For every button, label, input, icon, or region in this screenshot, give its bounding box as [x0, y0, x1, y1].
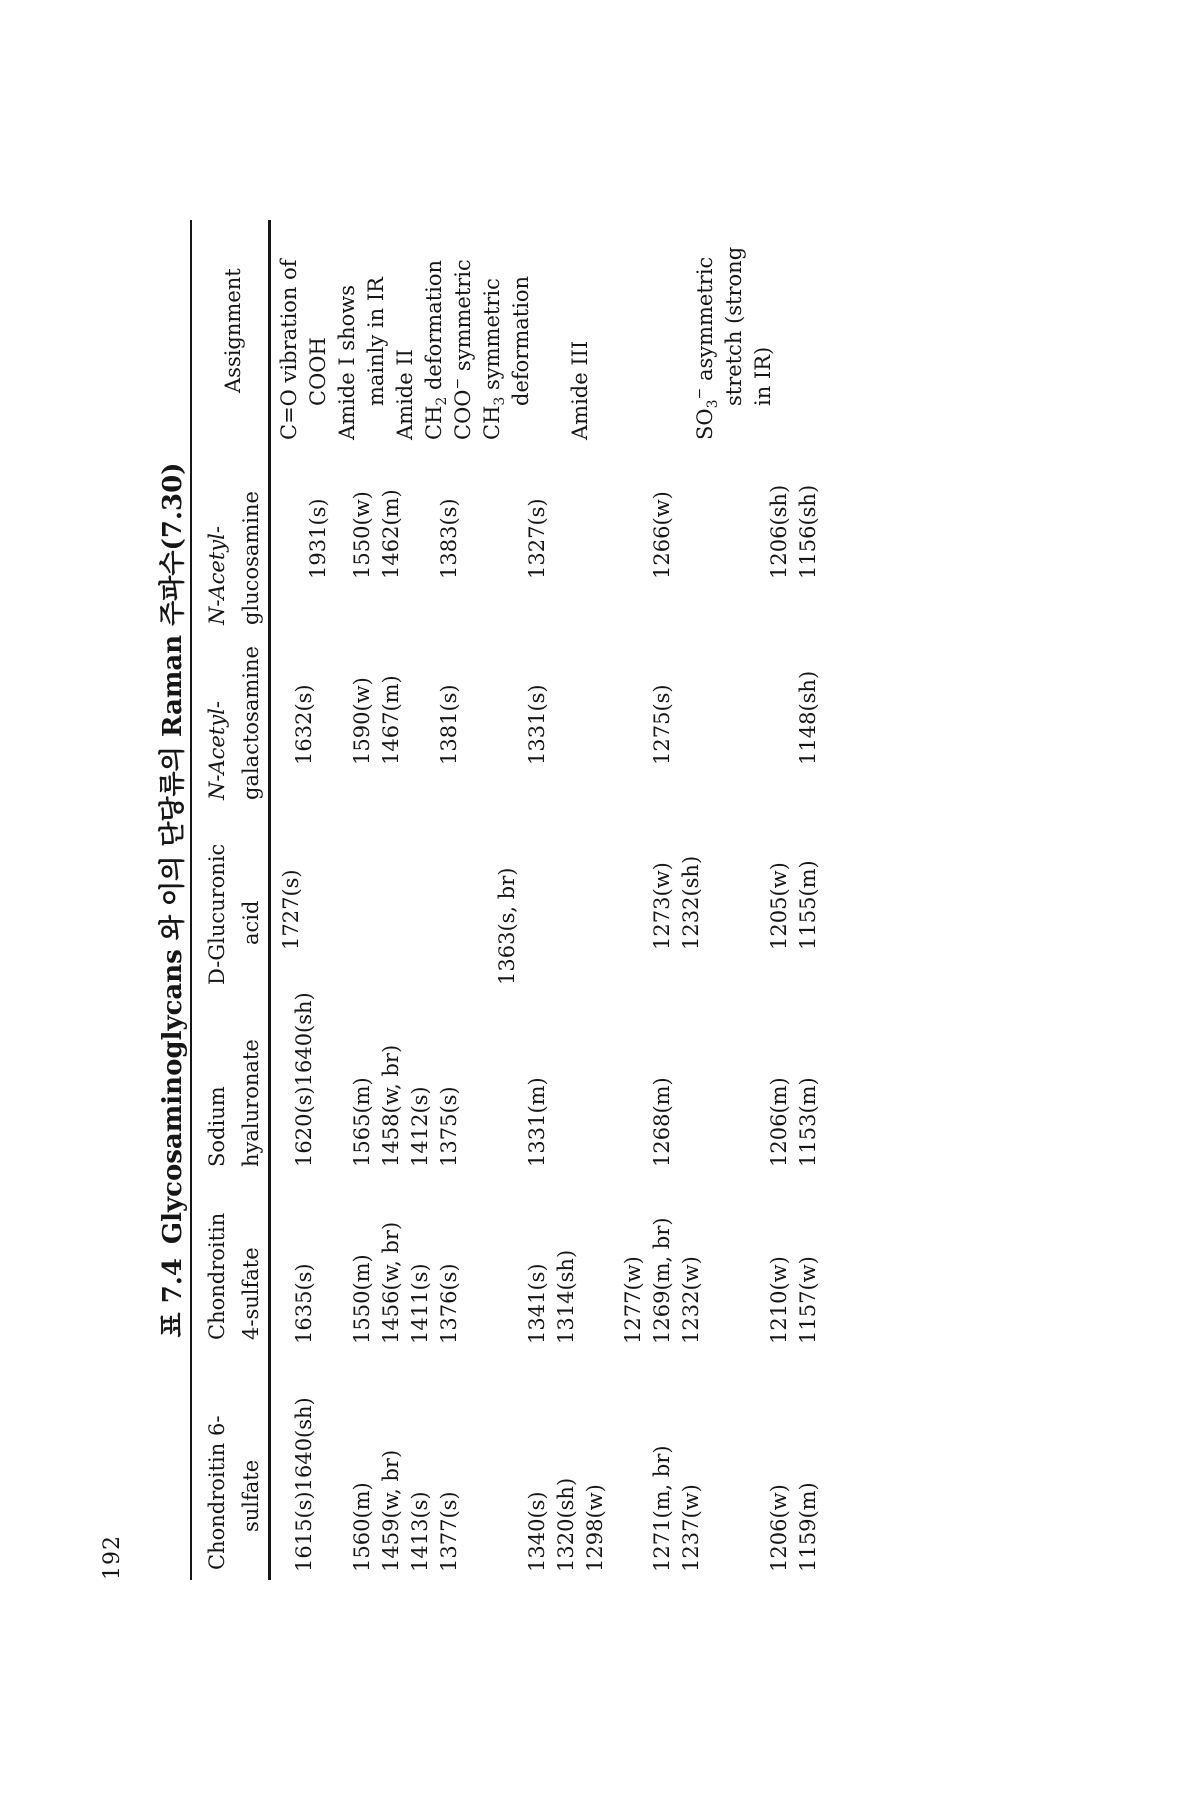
- assignment-cell: C=O vibration of COOH: [277, 259, 330, 440]
- table-cell: 1271(m, br): [650, 1445, 674, 1572]
- table-cell: 1467(m): [379, 675, 403, 765]
- table-cell: 1727(s): [279, 869, 303, 950]
- table-cell: 1298(w): [583, 1484, 607, 1572]
- table-cell: 1931(s): [306, 498, 330, 579]
- header-col3: Sodium hyaluronate: [205, 1039, 263, 1167]
- header-col2: Chondroitin 4-sulfate: [205, 1212, 263, 1340]
- header-assignment: Assignment: [221, 268, 245, 393]
- header-rule: [268, 220, 271, 1580]
- header-col5: N-Acetyl- galactosamine: [205, 646, 263, 800]
- table-cell: 1458(w, br): [379, 1044, 403, 1167]
- table-cell: 1615(s)1640(sh): [292, 1397, 316, 1572]
- header-col1: Chondroitin 6- sulfate: [205, 1415, 263, 1570]
- assignment-cell: Amide III: [568, 340, 592, 440]
- table-cell: 1550(m): [350, 1254, 374, 1344]
- table-caption: [152, 220, 189, 1580]
- table-cell: 1456(w, br): [379, 1221, 403, 1344]
- table-cell: 1331(m): [525, 1077, 549, 1167]
- table-cell: 1275(s): [650, 684, 674, 765]
- table-cell: 1159(m): [796, 1482, 820, 1572]
- table-cell: 1550(w): [350, 491, 374, 579]
- table-cell: 1206(m): [767, 1077, 791, 1167]
- table-cell: 1363(s, br): [495, 867, 519, 985]
- table-cell: 1327(s): [525, 498, 549, 579]
- table-cell: 1341(s): [525, 1263, 549, 1344]
- table-cell: 1381(s): [437, 684, 461, 765]
- assignment-cell: COO− symmetric: [450, 259, 475, 440]
- table-cell: 1590(w): [350, 677, 374, 765]
- table-cell: 1277(w): [621, 1256, 645, 1344]
- table-cell: 1560(m): [350, 1482, 374, 1572]
- table-cell: 1413(s): [408, 1491, 432, 1572]
- rotated-page: [100, 220, 972, 1580]
- table-cell: 1269(m, br): [650, 1217, 674, 1344]
- table-cell: 1320(sh): [554, 1477, 578, 1572]
- table-cell: 1375(s): [437, 1086, 461, 1167]
- table-cell: 1232(sh): [679, 855, 703, 950]
- table-cell: 1383(s): [437, 498, 461, 579]
- table-cell: 1155(m): [796, 860, 820, 950]
- table-cell: 1620(s)1640(sh): [292, 992, 316, 1167]
- table-cell: 1205(w): [767, 862, 791, 950]
- table-cell: 1314(sh): [554, 1249, 578, 1344]
- table-cell: 1462(m): [379, 489, 403, 579]
- page-number: 192: [100, 1535, 125, 1580]
- top-rule: [190, 220, 192, 1580]
- assignment-cell: $CH_3$ symmetric deformation: [480, 275, 533, 440]
- table-cell: 1206(sh): [767, 484, 791, 579]
- header-col6: N-Acetyl- glucosamine: [205, 491, 263, 625]
- table-cell: 1632(s): [292, 684, 316, 765]
- assignment-cell: Amide I shows mainly in IR: [335, 277, 388, 440]
- table-cell: 1377(s): [437, 1491, 461, 1572]
- table-cell: 1412(s): [408, 1086, 432, 1167]
- table-cell: 1153(m): [796, 1077, 820, 1167]
- table-cell: 1206(w): [767, 1484, 791, 1572]
- table-cell: 1565(m): [350, 1077, 374, 1167]
- table-cell: 1340(s): [525, 1491, 549, 1572]
- table-cell: 1232(w): [679, 1256, 703, 1344]
- table-cell: 1331(s): [525, 684, 549, 765]
- header-col4: D-Glucuronic acid: [205, 843, 263, 985]
- assignment-cell: $SO_3^-$ asymmetric stretch (strong in IR): [692, 246, 775, 440]
- table-cell: 1237(w): [679, 1484, 703, 1572]
- table-cell: 1210(w): [767, 1256, 791, 1344]
- table-cell: 1635(s): [292, 1263, 316, 1344]
- table-cell: 1411(s): [408, 1263, 432, 1344]
- assignment-cell: $CH_2$ deformation: [422, 259, 451, 440]
- table-cell: 1157(w): [796, 1256, 820, 1344]
- table-cell: 1148(sh): [796, 670, 820, 765]
- table-cell: 1273(w): [650, 862, 674, 950]
- table-cell: 1376(s): [437, 1263, 461, 1344]
- caption-label: 표 7.4: [158, 1258, 188, 1338]
- assignment-cell: Amide II: [393, 349, 417, 440]
- table-cell: 1459(w, br): [379, 1449, 403, 1572]
- caption-text: Glycosaminoglycans 와 이의 단당류의 Raman 주파수(7.30): [158, 462, 188, 1245]
- table-cell: 1268(m): [650, 1077, 674, 1167]
- table-cell: 1156(sh): [796, 484, 820, 579]
- table-cell: 1266(w): [650, 491, 674, 579]
